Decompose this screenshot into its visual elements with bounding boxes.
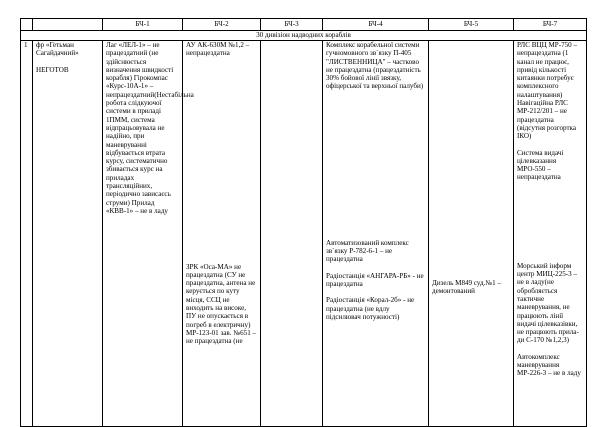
- bch4-bottom-text-1: Автоматизований комплекс зв`язку Р-782-6-1 – не працездатна: [326, 238, 409, 264]
- bch7-bottom-text-1: Морський інформ центр МИЦ-225-3 – не в ладу(не обробляється тактичне маневрування, не працюють лінії видачі цілевказівки, не працюють прила-ди С-170 №1,2,3): [517, 261, 579, 345]
- bch7-bottom-text-2: Автокомплекс маневрування МР-226-3 – не в ладу: [517, 352, 581, 378]
- bch5-cell: [429, 41, 514, 427]
- readiness-table: [20, 18, 587, 427]
- row-number: 1: [21, 41, 33, 427]
- bch1-text: Лаг «ЛЕЛ-1» – не працездатний (не здійснюється визначення швидкості корабля) Гірокомпас «Курс-10А-1» – непрацездатний(Нестабільна робота слідкуючої системи в приладі 1ПММ, система відпрацьовувала не надійно, при маневруванні відбувається втрата курсу, систематично збивається курс на приладах трансляційних, періодично зависаєсь струми) Прилад «КВВ-1» – не в ладу: [106, 41, 194, 215]
- bch4-spacer: [326, 91, 425, 239]
- bch5-text: Дизель М849 суд.№1 – демонтований: [432, 279, 502, 296]
- bch7-top-text-1: РЛС ВЦЦ МР-750 – непрацездатна (1 канал не працює, привід кількості китаянки потребує комплексного налаштування) Навігаційна РЛС МР-212/201 – не працездатна (відсутня розгортка ІКО): [517, 41, 578, 141]
- bch2-top-text: АУ АК-630М №1,2 – непрацездатна: [186, 41, 250, 58]
- header-cell-bch4: БЧ-4: [323, 19, 429, 31]
- bch7-top-text-2: Система видачі цілевказання МРО-550 – непрацездатна: [517, 148, 564, 182]
- table-row: [21, 41, 587, 427]
- bch7-cell: [514, 41, 587, 427]
- bch7-spacer: [517, 182, 583, 262]
- bch2-cell: [183, 41, 261, 427]
- bch4-bottom-text-2: Радіостанція «АНГАРА-РБ» - не працездатна: [326, 271, 424, 288]
- division-row: [21, 31, 587, 41]
- header-cell-bch7: БЧ-7: [514, 19, 587, 31]
- bch4-bottom-text-3: Радіостанція «Корал-2б» - не працездатна (не вдлу підсилювач потужності): [326, 296, 415, 321]
- ship-name: фр «Гетьман Сагайдачний»: [36, 41, 79, 58]
- header-cell-bch5: БЧ-5: [429, 19, 514, 31]
- header-row: [21, 19, 587, 31]
- bch5-spacer: [432, 41, 510, 279]
- header-cell-bch3: БЧ-3: [261, 19, 323, 31]
- header-cell-ship: [33, 19, 103, 31]
- header-cell-bch2: БЧ-2: [183, 19, 261, 31]
- bch4-cell: [323, 41, 429, 427]
- bch3-cell: [261, 41, 323, 427]
- bch1-cell: [103, 41, 194, 427]
- header-cell-number: [21, 19, 33, 31]
- division-title: 30 дивізіон надводних кораблів: [21, 31, 587, 41]
- bch2-spacer: [186, 58, 257, 263]
- bch2-bottom-text: ЗРК «Оса-МА» не працездатна (СУ не працездатна, антена не керується по куту місця, ССЦ не виходить на високе, ПУ не опускається в погреб в електричну) МР-123-01 зав. №651 – не працездатна (не: [186, 262, 257, 346]
- ship-status: НЕГОТОВ: [36, 65, 69, 74]
- bch4-top-text: Комплекс корабельної системи гучномовного зв`язку П-405 "ЛИСТВЕННИЦА" – частково не працездатна (працездатність 30% бойової лінії звязку, офіцерської та верхньої палуби): [326, 41, 424, 91]
- ship-cell: [33, 41, 103, 427]
- header-cell-bch1: БЧ-1: [103, 19, 183, 31]
